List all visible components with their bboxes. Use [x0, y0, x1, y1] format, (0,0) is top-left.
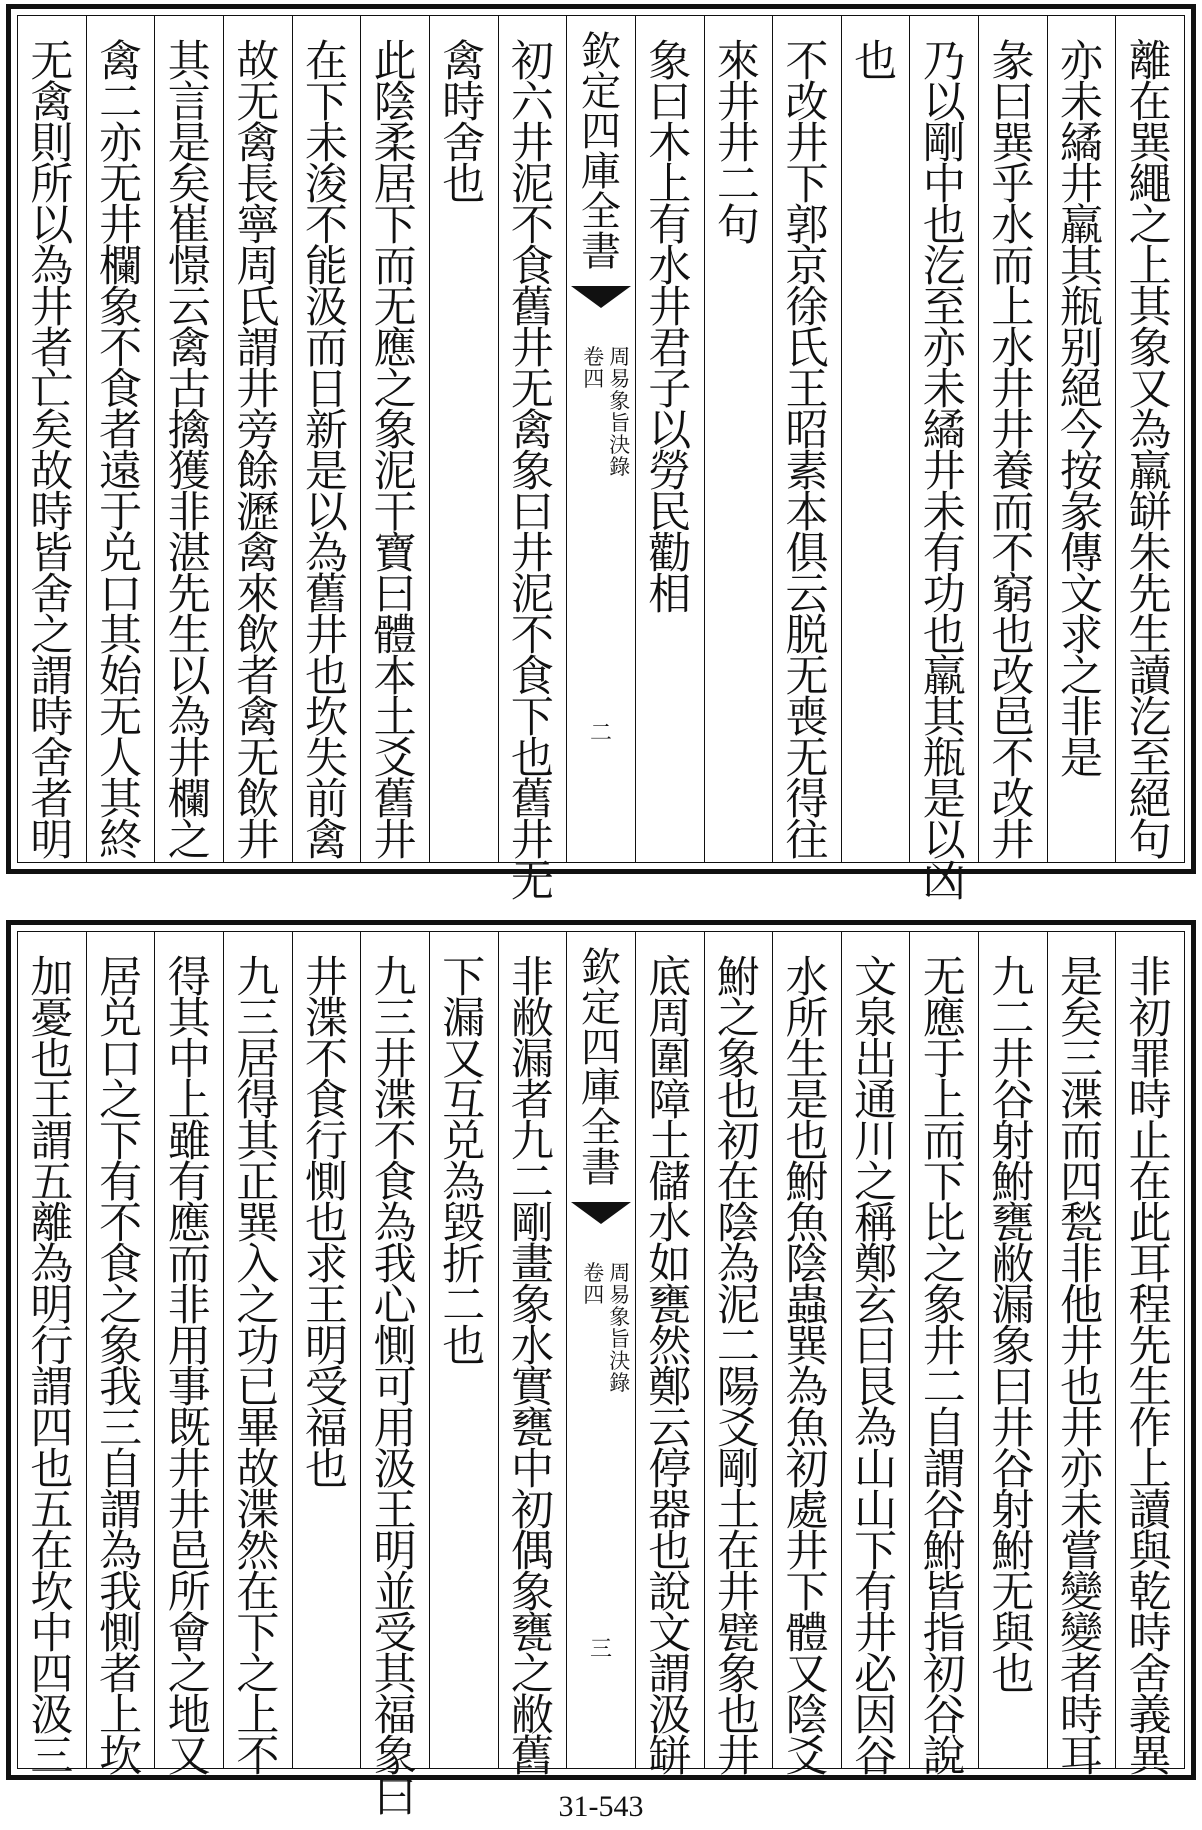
top-columns: [18, 16, 1184, 907]
column-text: 井 渫 不 食 行 惻 也 求 王 明 受 福 也: [304, 953, 348, 1495]
column-text: 初 六 井 泥 不 食 舊 井 无 禽 象 曰 井 泥 不 食 下 也 舊 井 无: [510, 37, 554, 907]
column-text: 禽 二 亦 无 井 欄 象 不 食 者 遠 于 兑 口 其 始 无 人 其 終: [99, 37, 143, 866]
center-volume: 卷 四: [583, 345, 605, 391]
column-text: 底 周 圍 障 土 儲 水 如 甕 然 鄭 云 停 器 也 說 文 謂 汲 缾: [648, 953, 692, 1782]
text-column: [86, 16, 155, 866]
text-column: [704, 932, 773, 1782]
text-column: [18, 932, 86, 1782]
text-column: [704, 16, 773, 862]
text-column: [498, 16, 567, 907]
column-text: 非 初 罪 時 止 在 此 耳 程 先 生 作 上 讀 與 乾 時 舍 義 異: [1128, 953, 1172, 1782]
fish-tail-mark: [571, 1202, 631, 1722]
text-column: [1115, 932, 1184, 1782]
text-column: [978, 16, 1047, 866]
column-text: 鮒 之 象 也 初 在 陰 為 泥 二 陽 爻 剛 土 在 井 甓 象 也 井: [716, 953, 760, 1782]
column-text: 彖 曰 巽 乎 水 而 上 水 井 井 養 而 不 窮 也 改 邑 不 改 井: [991, 37, 1035, 866]
text-column: [429, 932, 498, 1768]
text-column: [18, 16, 86, 866]
column-text: 禽 時 舍 也: [442, 37, 486, 210]
column-text: 得 其 中 上 雖 有 應 而 非 用 事 既 井 井 邑 所 會 之 地 又: [167, 953, 211, 1782]
text-column: [909, 16, 978, 907]
column-text: 下 漏 又 互 兑 為 毀 折 二 也: [442, 953, 486, 1372]
text-column: [223, 932, 292, 1782]
column-text: 居 兑 口 之 下 有 不 食 之 象 我 三 自 謂 為 我 惻 者 上 坎: [99, 953, 143, 1782]
center-fold: [566, 16, 635, 862]
column-text: 九 三 居 得 其 正 巽 入 之 功 已 畢 故 渫 然 在 下 之 上 不: [236, 953, 280, 1782]
center-title: 欽 定 四 庫 全 書: [581, 945, 622, 1191]
column-text: 來 井 井 二 句: [716, 37, 760, 251]
center-book: 周 易 象 旨 決 錄: [609, 1261, 631, 1395]
center-book: 周 易 象 旨 決 錄: [609, 345, 631, 479]
page-footer-number: 31-543: [558, 1790, 644, 1823]
column-text: 是 矣 三 渫 而 四 甃 非 他 井 也 井 亦 未 嘗 變 變 者 時 耳: [1060, 953, 1104, 1782]
text-column: [841, 932, 910, 1782]
column-text: 不 改 井 下 郭 京 徐 氏 王 昭 素 本 俱 云 脱 无 喪 无 得 往: [785, 37, 829, 866]
text-column: [772, 932, 841, 1782]
text-column: [498, 932, 567, 1782]
text-column: [1047, 16, 1116, 862]
text-column: [292, 16, 361, 866]
text-column: [635, 16, 704, 862]
column-text: 象 曰 木 上 有 水 井 君 子 以 勞 民 勸 相: [648, 37, 692, 620]
text-column: [1047, 932, 1116, 1782]
column-text: 乃 以 剛 中 也 汔 至 亦 未 繘 井 未 有 功 也 羸 其 瓶 是 以 凶: [922, 37, 966, 907]
column-text: 加 憂 也 王 謂 五 離 為 明 行 謂 四 也 五 在 坎 中 四 汲 三: [30, 953, 74, 1782]
text-column: [154, 932, 223, 1782]
center-page-number: 二: [590, 721, 613, 746]
text-column: [772, 16, 841, 866]
text-column: [360, 932, 429, 1823]
column-text: 非 敝 漏 者 九 二 剛 畫 象 水 實 甕 中 初 偶 象 甕 之 敝 舊: [510, 953, 554, 1782]
text-column: [1115, 16, 1184, 866]
column-text: 也: [854, 37, 898, 87]
column-text: 其 言 是 矣 崔 憬 云 禽 古 擒 獲 非 湛 先 生 以 為 井 欄 之: [167, 37, 211, 866]
column-text: 在 下 未 浚 不 能 汲 而 日 新 是 以 為 舊 井 也 坎 失 前 禽: [304, 37, 348, 866]
column-text: 此 陰 柔 居 下 而 无 應 之 象 泥 干 寶 曰 體 本 土 爻 舊 井: [373, 37, 417, 866]
text-column: [360, 16, 429, 866]
text-column: [223, 16, 292, 866]
column-text: 文 泉 出 通 川 之 稱 鄭 玄 曰 艮 為 山 山 下 有 井 必 因 谷: [854, 953, 898, 1782]
fish-tail-icon: [571, 1202, 631, 1226]
text-column: [841, 16, 910, 862]
text-column: [978, 932, 1047, 1768]
text-column: [429, 16, 498, 862]
column-text: 水 所 生 是 也 鮒 魚 陰 蟲 巽 為 魚 初 處 井 下 體 又 陰 爻: [785, 953, 829, 1782]
fish-tail-icon: [571, 286, 631, 310]
column-text: 无 應 于 上 而 下 比 之 象 井 二 自 謂 谷 鮒 皆 指 初 谷 說: [922, 953, 966, 1782]
center-volume: 卷 四: [583, 1261, 605, 1307]
text-column: [86, 932, 155, 1782]
text-column: [909, 932, 978, 1782]
column-text: 離 在 巽 繩 之 上 其 象 又 為 羸 缾 朱 先 生 讀 汔 至 絕 句: [1128, 37, 1172, 866]
column-text: 故 无 禽 長 寧 周 氏 謂 井 旁 餘 瀝 禽 來 飲 者 禽 无 飲 井: [236, 37, 280, 866]
center-page-number: 三: [590, 1637, 613, 1662]
text-column: [292, 932, 361, 1768]
page-top: [6, 4, 1196, 907]
center-title: 欽 定 四 庫 全 書: [581, 29, 622, 275]
column-text: 九 三 井 渫 不 食 為 我 心 惻 可 用 汲 王 明 並 受 其 福 象 曰: [373, 953, 417, 1823]
center-fold: [566, 932, 635, 1768]
text-column: [154, 16, 223, 866]
column-text: 无 禽 則 所 以 為 井 者 亡 矣 故 時 皆 舍 之 謂 時 舍 者 明: [30, 37, 74, 866]
fish-tail-mark: [571, 286, 631, 806]
column-text: 亦 未 繘 井 羸 其 瓶 别 絕 今 按 彖 傳 文 求 之 非 是: [1060, 37, 1104, 784]
column-text: 九 二 井 谷 射 鮒 甕 敝 漏 象 曰 井 谷 射 鮒 无 與 也: [991, 953, 1035, 1700]
text-column: [635, 932, 704, 1782]
page-top-frame: [17, 15, 1185, 907]
